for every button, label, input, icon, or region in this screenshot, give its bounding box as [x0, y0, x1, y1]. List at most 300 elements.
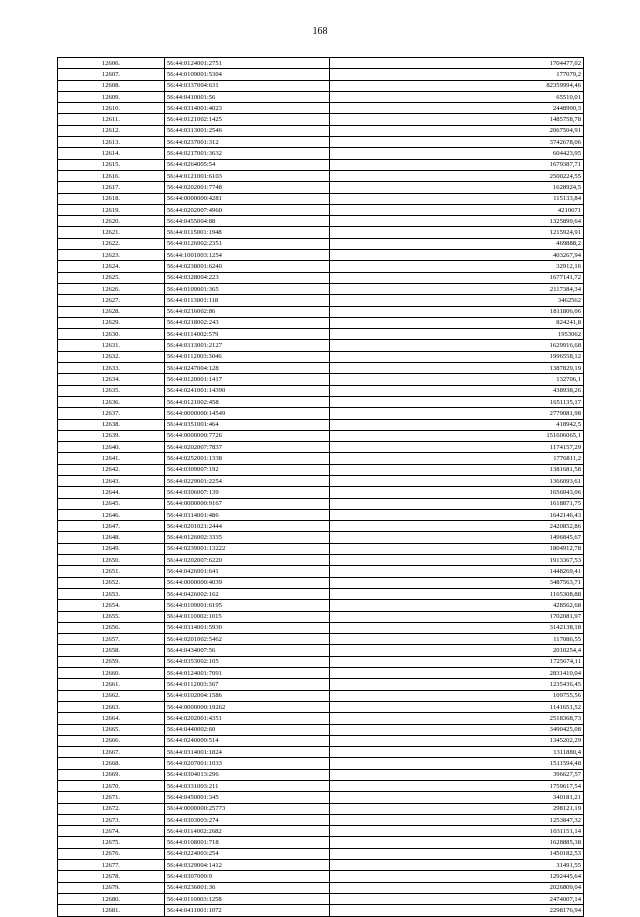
- table-row: [58, 114, 584, 125]
- cadastral-number: 56:44:0314001:1824: [165, 747, 330, 758]
- cadastral-number: 56:44:0126002:3335: [165, 532, 330, 543]
- table-row: [58, 80, 584, 91]
- cadastral-number: 56:44:0314001:5930: [165, 622, 330, 633]
- row-number: 12662.: [58, 690, 165, 701]
- cadastral-value: 1235436,45: [330, 679, 584, 690]
- cadastral-value: 604423,95: [330, 148, 584, 159]
- table-row: [58, 125, 584, 136]
- row-number: 12624.: [58, 261, 165, 272]
- table-row: [58, 724, 584, 735]
- cadastral-number: 56:44:0202001:7748: [165, 182, 330, 193]
- cadastral-number: 56:44:0237001:312: [165, 137, 330, 148]
- table-row: [58, 182, 584, 193]
- cadastral-number: 56:44:0252001:1338: [165, 453, 330, 464]
- row-number: 12631.: [58, 340, 165, 351]
- cadastral-value: 1345202,29: [330, 735, 584, 746]
- cadastral-number: 56:44:0313001:2546: [165, 125, 330, 136]
- cadastral-number: 56:44:0202007:6220: [165, 555, 330, 566]
- table-row: [58, 634, 584, 645]
- cadastral-value: 31491,55: [330, 860, 584, 871]
- row-number: 12678.: [58, 871, 165, 882]
- row-number: 12663.: [58, 701, 165, 712]
- table-row: [58, 645, 584, 656]
- row-number: 12630.: [58, 329, 165, 340]
- row-number: 12664.: [58, 713, 165, 724]
- row-number: 12613.: [58, 137, 165, 148]
- cadastral-value: 1656043,06: [330, 487, 584, 498]
- cadastral-number: 56:44:0207001:1033: [165, 758, 330, 769]
- row-number: 12680.: [58, 893, 165, 904]
- cadastral-number: 56:44:0202001:4351: [165, 713, 330, 724]
- table-row: [58, 600, 584, 611]
- table-row: [58, 566, 584, 577]
- row-number: 12653.: [58, 588, 165, 599]
- row-number: 12643.: [58, 475, 165, 486]
- cadastral-number: 56:44:0238001:6240: [165, 261, 330, 272]
- cadastral-number: 56:44:0426001:641: [165, 566, 330, 577]
- table-row: [58, 91, 584, 102]
- row-number: 12658.: [58, 645, 165, 656]
- cadastral-value: 1759617,54: [330, 781, 584, 792]
- cadastral-value: 824241,8: [330, 317, 584, 328]
- table-row: [58, 690, 584, 701]
- table-row: [58, 893, 584, 904]
- row-number: 12674.: [58, 826, 165, 837]
- cadastral-value: 1628924,5: [330, 182, 584, 193]
- cadastral-value: 1381681,58: [330, 464, 584, 475]
- row-number: 12610.: [58, 103, 165, 114]
- cadastral-value: 1651135,17: [330, 396, 584, 407]
- row-number: 12625.: [58, 272, 165, 283]
- row-number: 12671.: [58, 792, 165, 803]
- row-number: 12623.: [58, 250, 165, 261]
- cadastral-value: 1811806,06: [330, 306, 584, 317]
- row-number: 12654.: [58, 600, 165, 611]
- cadastral-value: 1450182,53: [330, 848, 584, 859]
- row-number: 12661.: [58, 679, 165, 690]
- row-number: 12649.: [58, 543, 165, 554]
- cadastral-value: 32912,16: [330, 261, 584, 272]
- cadastral-value: 3487563,71: [330, 577, 584, 588]
- cadastral-number: 56:44:0000000:4281: [165, 193, 330, 204]
- cadastral-number: 56:44:0329004:1412: [165, 860, 330, 871]
- table-row: [58, 611, 584, 622]
- cadastral-value: 438938,26: [330, 385, 584, 396]
- table-row: [58, 170, 584, 181]
- row-number: 12620.: [58, 216, 165, 227]
- cadastral-value: 1174157,29: [330, 442, 584, 453]
- table-row: [58, 69, 584, 80]
- table-row: [58, 430, 584, 441]
- row-number: 12632.: [58, 351, 165, 362]
- cadastral-number: 56:44:0110003:1258: [165, 893, 330, 904]
- page-number: 168: [312, 26, 328, 37]
- row-number: 12647.: [58, 521, 165, 532]
- cadastral-value: 3142138,18: [330, 622, 584, 633]
- cadastral-number: 56:44:0126002:2351: [165, 238, 330, 249]
- table-row: [58, 769, 584, 780]
- row-number: 12617.: [58, 182, 165, 193]
- table-row: [58, 216, 584, 227]
- row-number: 12621.: [58, 227, 165, 238]
- cadastral-value: 1325899,64: [330, 216, 584, 227]
- cadastral-number: 56:44:0124001:2751: [165, 58, 330, 69]
- cadastral-value: 1804912,78: [330, 543, 584, 554]
- table-row: [58, 622, 584, 633]
- cadastral-number: 56:44:0314001:486: [165, 509, 330, 520]
- cadastral-number: 56:44:0450001:345: [165, 792, 330, 803]
- cadastral-value: 2420852,86: [330, 521, 584, 532]
- table-body: [58, 58, 584, 917]
- table-row: [58, 295, 584, 306]
- cadastral-value: 2448990,3: [330, 103, 584, 114]
- cadastral-number: 56:44:0112003:3046: [165, 351, 330, 362]
- table-row: [58, 442, 584, 453]
- cadastral-value: 2010254,4: [330, 645, 584, 656]
- cadastral-number: 56:44:0351001:464: [165, 419, 330, 430]
- row-number: 12659.: [58, 656, 165, 667]
- table-row: [58, 159, 584, 170]
- cadastral-number: 56:44:0304013:296: [165, 769, 330, 780]
- cadastral-number: 56:44:0121001:6103: [165, 170, 330, 181]
- row-number: 12669.: [58, 769, 165, 780]
- cadastral-value: 1496845,67: [330, 532, 584, 543]
- cadastral-number: 56:44:0314001:4023: [165, 103, 330, 114]
- row-number: 12640.: [58, 442, 165, 453]
- table-row: [58, 905, 584, 916]
- cadastral-value: 65510,01: [330, 91, 584, 102]
- cadastral-value: 117086,55: [330, 634, 584, 645]
- cadastral-number: 56:44:0201002:5462: [165, 634, 330, 645]
- row-number: 12660.: [58, 668, 165, 679]
- row-number: 12670.: [58, 781, 165, 792]
- cadastral-value: 132706,1: [330, 374, 584, 385]
- cadastral-value: 1642146,43: [330, 509, 584, 520]
- cadastral-number: 56:44:0337004:631: [165, 80, 330, 91]
- table-row: [58, 238, 584, 249]
- cadastral-value: 1618871,75: [330, 498, 584, 509]
- row-number: 12650.: [58, 555, 165, 566]
- row-number: 12608.: [58, 80, 165, 91]
- row-number: 12619.: [58, 204, 165, 215]
- cadastral-number: 56:44:0110002:1015: [165, 611, 330, 622]
- cadastral-value: 1141651,52: [330, 701, 584, 712]
- table-row: [58, 543, 584, 554]
- cadastral-number: 56:44:0109001:6195: [165, 600, 330, 611]
- table-row: [58, 758, 584, 769]
- table-row: [58, 848, 584, 859]
- row-number: 12648.: [58, 532, 165, 543]
- row-number: 12614.: [58, 148, 165, 159]
- cadastral-number: 56:44:0120001:1417: [165, 374, 330, 385]
- row-number: 12679.: [58, 882, 165, 893]
- row-number: 12635.: [58, 385, 165, 396]
- table-row: [58, 374, 584, 385]
- row-number: 12628.: [58, 306, 165, 317]
- cadastral-value: 1913367,53: [330, 555, 584, 566]
- cadastral-number: 56:44:0216002:86: [165, 306, 330, 317]
- row-number: 12611.: [58, 114, 165, 125]
- cadastral-value: 1996558,12: [330, 351, 584, 362]
- row-number: 12646.: [58, 509, 165, 520]
- cadastral-number: 56:44:0264005:54: [165, 159, 330, 170]
- cadastral-number: 56:44:0410001:56: [165, 91, 330, 102]
- row-number: 12612.: [58, 125, 165, 136]
- row-number: 12672.: [58, 803, 165, 814]
- table-row: [58, 464, 584, 475]
- cadastral-number: 56:44:0313001:2127: [165, 340, 330, 351]
- cadastral-value: 403267,94: [330, 250, 584, 261]
- table-row: [58, 351, 584, 362]
- cadastral-number: 56:44:0114002:2682: [165, 826, 330, 837]
- cadastral-number: 56:44:0000000:25773: [165, 803, 330, 814]
- row-number: 12676.: [58, 848, 165, 859]
- table-row: [58, 826, 584, 837]
- cadastral-number: 56:44:0000000:9167: [165, 498, 330, 509]
- cadastral-number: 56:44:0000000:4039: [165, 577, 330, 588]
- row-number: 12644.: [58, 487, 165, 498]
- cadastral-value: 2067504,91: [330, 125, 584, 136]
- cadastral-value: 1031151,14: [330, 826, 584, 837]
- cadastral-value: 428562,68: [330, 600, 584, 611]
- cadastral-number: 56:44:0241001:14390: [165, 385, 330, 396]
- cadastral-value: 1448269,41: [330, 566, 584, 577]
- row-number: 12607.: [58, 69, 165, 80]
- table-row: [58, 329, 584, 340]
- cadastral-value: 1679387,71: [330, 159, 584, 170]
- table-row: [58, 679, 584, 690]
- cadastral-value: 1725674,11: [330, 656, 584, 667]
- cadastral-number: 56:44:0309007:192: [165, 464, 330, 475]
- row-number: 12681.: [58, 905, 165, 916]
- cadastral-number: 56:44:0236001:36: [165, 882, 330, 893]
- table-row: [58, 803, 584, 814]
- cadastral-value: 1702081,97: [330, 611, 584, 622]
- cadastral-value: 2298176,94: [330, 905, 584, 916]
- table-row: [58, 475, 584, 486]
- table-row: [58, 735, 584, 746]
- row-number: 12641.: [58, 453, 165, 464]
- table-row: [58, 555, 584, 566]
- table-row: [58, 656, 584, 667]
- row-number: 12616.: [58, 170, 165, 181]
- cadastral-number: 56:44:0303003:274: [165, 814, 330, 825]
- cadastral-value: 298121,19: [330, 803, 584, 814]
- table-row: [58, 58, 584, 69]
- row-number: 12657.: [58, 634, 165, 645]
- cadastral-value: 1629916,68: [330, 340, 584, 351]
- cadastral-value: 1511594,48: [330, 758, 584, 769]
- cadastral-value: 2117384,34: [330, 283, 584, 294]
- table-row: [58, 588, 584, 599]
- row-number: 12629.: [58, 317, 165, 328]
- cadastral-value: 1628885,38: [330, 837, 584, 848]
- row-number: 12651.: [58, 566, 165, 577]
- table-row: [58, 227, 584, 238]
- table-row: [58, 814, 584, 825]
- cadastral-value: 1292445,64: [330, 871, 584, 882]
- table-row: [58, 306, 584, 317]
- table-row: [58, 701, 584, 712]
- table-row: [58, 385, 584, 396]
- cadastral-value: 2026809,04: [330, 882, 584, 893]
- cadastral-number: 56:44:0109001:5304: [165, 69, 330, 80]
- cadastral-value: 4210671: [330, 204, 584, 215]
- table-row: [58, 272, 584, 283]
- row-number: 12633.: [58, 363, 165, 374]
- row-number: 12637.: [58, 408, 165, 419]
- table-row: [58, 487, 584, 498]
- cadastral-number: 56:44:0455004:88: [165, 216, 330, 227]
- table-row: [58, 148, 584, 159]
- table-row: [58, 521, 584, 532]
- row-number: 12655.: [58, 611, 165, 622]
- cadastral-number: 56:44:0124001:7091: [165, 668, 330, 679]
- cadastral-number: 56:44:0112003:367: [165, 679, 330, 690]
- row-number: 12645.: [58, 498, 165, 509]
- cadastral-number: 56:44:0434007:56: [165, 645, 330, 656]
- table-row: [58, 453, 584, 464]
- table-row: [58, 317, 584, 328]
- table-row: [58, 860, 584, 871]
- cadastral-number: 56:44:0239001:13222: [165, 543, 330, 554]
- cadastral-number: 56:44:0240009:514: [165, 735, 330, 746]
- cadastral-value: 418942,5: [330, 419, 584, 430]
- table-row: [58, 792, 584, 803]
- cadastral-value: 115133,84: [330, 193, 584, 204]
- row-number: 12639.: [58, 430, 165, 441]
- cadastral-number: 56:44:0306007:139: [165, 487, 330, 498]
- cadastral-value: 1215924,91: [330, 227, 584, 238]
- cadastral-value: 3742678,06: [330, 137, 584, 148]
- cadastral-number: 56:44:0202007:4960: [165, 204, 330, 215]
- table-row: [58, 882, 584, 893]
- table-row: [58, 261, 584, 272]
- row-number: 12638.: [58, 419, 165, 430]
- cadastral-number: 56:44:0224003:254: [165, 848, 330, 859]
- cadastral-value: 1776811,2: [330, 453, 584, 464]
- row-number: 12652.: [58, 577, 165, 588]
- cadastral-number: 56:44:0113001:118: [165, 295, 330, 306]
- cadastral-number: 56:44:0218002:243: [165, 317, 330, 328]
- row-number: 12627.: [58, 295, 165, 306]
- table-row: [58, 408, 584, 419]
- cadastral-number: 56:44:0108001:718: [165, 837, 330, 848]
- row-number: 12668.: [58, 758, 165, 769]
- row-number: 12642.: [58, 464, 165, 475]
- row-number: 12673.: [58, 814, 165, 825]
- row-number: 12667.: [58, 747, 165, 758]
- row-number: 12636.: [58, 396, 165, 407]
- cadastral-number: 56:44:1001003:1254: [165, 250, 330, 261]
- table-row: [58, 509, 584, 520]
- row-number: 12615.: [58, 159, 165, 170]
- cadastral-value: 3490425,08: [330, 724, 584, 735]
- table-row: [58, 103, 584, 114]
- row-number: 12665.: [58, 724, 165, 735]
- table-row: [58, 871, 584, 882]
- table-row: [58, 204, 584, 215]
- cadastral-value: 1387829,19: [330, 363, 584, 374]
- cadastral-value: 109755,56: [330, 690, 584, 701]
- cadastral-number: 56:44:0000000:7726: [165, 430, 330, 441]
- cadastral-value: 1677141,72: [330, 272, 584, 283]
- cadastral-value: 3462562: [330, 295, 584, 306]
- row-number: 12656.: [58, 622, 165, 633]
- cadastral-value: 151606065,1: [330, 430, 584, 441]
- cadastral-value: 82359994,46: [330, 80, 584, 91]
- table-row: [58, 713, 584, 724]
- table-row: [58, 396, 584, 407]
- cadastral-value: 1953062: [330, 329, 584, 340]
- row-number: 12622.: [58, 238, 165, 249]
- cadastral-number: 56:44:0121002:1425: [165, 114, 330, 125]
- cadastral-value: 2500224,55: [330, 170, 584, 181]
- cadastral-number: 56:44:0440002:60: [165, 724, 330, 735]
- cadastral-value: 1311880,4: [330, 747, 584, 758]
- cadastral-number: 56:44:0426002:162: [165, 588, 330, 599]
- cadastral-number: 56:44:0411001:1072: [165, 905, 330, 916]
- cadastral-number: 56:44:0109001:365: [165, 283, 330, 294]
- cadastral-number: 56:44:0121002:458: [165, 396, 330, 407]
- table-row: [58, 250, 584, 261]
- cadastral-number: 56:44:0307009:9: [165, 871, 330, 882]
- row-number: 12626.: [58, 283, 165, 294]
- cadastral-number: 56:44:0217001:3632: [165, 148, 330, 159]
- row-number: 12618.: [58, 193, 165, 204]
- row-number: 12666.: [58, 735, 165, 746]
- table-row: [58, 363, 584, 374]
- cadastral-number: 56:44:0229001:2254: [165, 475, 330, 486]
- cadastral-value: 340181,21: [330, 792, 584, 803]
- cadastral-value: 1704477,02: [330, 58, 584, 69]
- cadastral-number: 56:44:0201021:2444: [165, 521, 330, 532]
- cadastral-value: 2518368,73: [330, 713, 584, 724]
- cadastral-value: 2779081,98: [330, 408, 584, 419]
- table-row: [58, 577, 584, 588]
- cadastral-number: 56:44:0331003:211: [165, 781, 330, 792]
- cadastral-value: 396627,57: [330, 769, 584, 780]
- cadastral-number: 56:44:0353002:105: [165, 656, 330, 667]
- cadastral-value: 1485758,78: [330, 114, 584, 125]
- table-row: [58, 532, 584, 543]
- cadastral-number: 56:44:0328004:223: [165, 272, 330, 283]
- cadastral-number: 56:44:0000000:19262: [165, 701, 330, 712]
- table-row: [58, 340, 584, 351]
- cadastral-value: 2831410,04: [330, 668, 584, 679]
- cadastral-number: 56:44:0247004:128: [165, 363, 330, 374]
- cadastral-number: 56:44:0102004:1586: [165, 690, 330, 701]
- table-row: [58, 781, 584, 792]
- table-row: [58, 747, 584, 758]
- row-number: 12606.: [58, 58, 165, 69]
- table-row: [58, 283, 584, 294]
- table-row: [58, 193, 584, 204]
- cadastral-number: 56:44:0115001:1948: [165, 227, 330, 238]
- cadastral-number: 56:44:0202007:7837: [165, 442, 330, 453]
- row-number: 12634.: [58, 374, 165, 385]
- cadastral-value: 1366093,61: [330, 475, 584, 486]
- cadastral-value-table: [57, 57, 584, 917]
- cadastral-value: 469888,2: [330, 238, 584, 249]
- table-row: [58, 137, 584, 148]
- row-number: 12675.: [58, 837, 165, 848]
- table-row: [58, 837, 584, 848]
- table-row: [58, 498, 584, 509]
- cadastral-value: 177079,2: [330, 69, 584, 80]
- cadastral-value: 1253847,32: [330, 814, 584, 825]
- row-number: 12609.: [58, 91, 165, 102]
